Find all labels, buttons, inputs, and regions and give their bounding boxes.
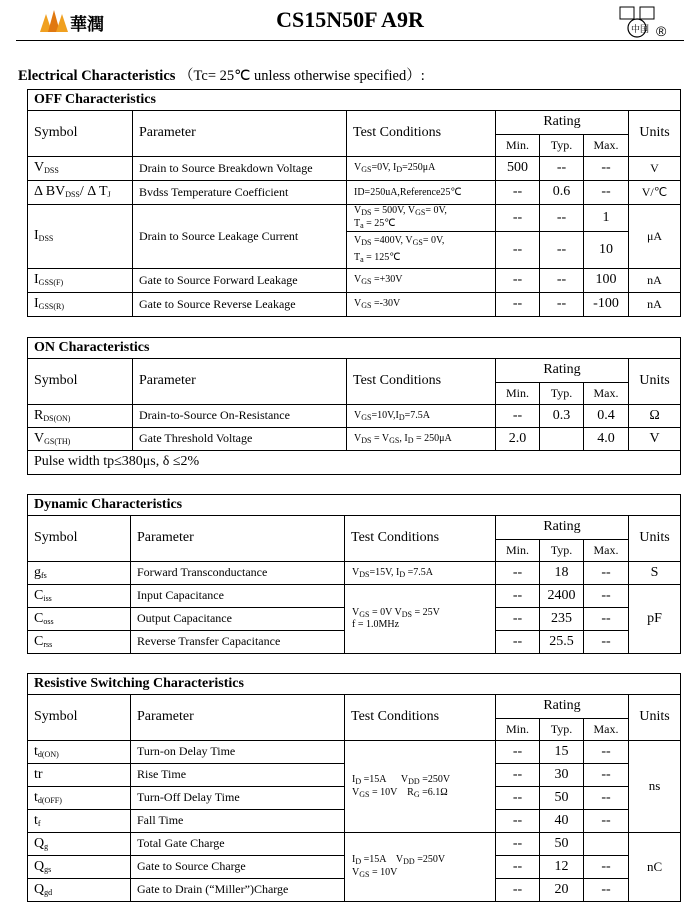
min-cell: -- (496, 856, 540, 879)
test-condition-cell: $V_{GS}=10V,I_D=7.5A$ (347, 405, 496, 428)
col-max: Max. (584, 540, 629, 562)
min-cell: -- (496, 205, 540, 232)
symbol-cell: $C_{rss}$ (28, 631, 131, 654)
max-cell: -- (584, 856, 629, 879)
max-cell: -- (584, 562, 629, 585)
header-rule (16, 40, 684, 41)
min-cell: -- (496, 405, 540, 428)
table-row (28, 181, 681, 205)
min-cell: -- (496, 787, 540, 810)
col-parameter: Parameter (131, 695, 345, 741)
typ-cell: 25.5 (540, 631, 584, 654)
col-rating: Rating (496, 111, 629, 135)
unit-cell: V/℃ (629, 181, 681, 205)
typ-cell: 50 (540, 833, 584, 856)
off-table-title: OFF Characteristics (28, 90, 681, 111)
symbol-cell: $Q_{gs}$ (28, 856, 131, 879)
unit-cell: Ω (629, 405, 681, 428)
parameter-cell: Gate to Drain (“Miller”)Charge (131, 879, 345, 902)
parameter-cell: Drain-to-Source On-Resistance (133, 405, 347, 428)
symbol-cell: $V_{GS(TH)}$ (28, 428, 133, 451)
brand-name-text: 華潤 (70, 15, 104, 35)
typ-cell: 235 (540, 608, 584, 631)
min-cell: -- (496, 181, 540, 205)
min-cell: -- (496, 631, 540, 654)
parameter-cell: Gate to Source Charge (131, 856, 345, 879)
symbol-cell: $I_{GSS(R)}$ (28, 293, 133, 317)
parameter-cell: Drain to Source Breakdown Voltage (133, 157, 347, 181)
parameter-cell: Gate to Source Forward Leakage (133, 269, 347, 293)
symbol-cell: $C_{oss}$ (28, 608, 131, 631)
test-condition-cell: $V_{DS} = V_{GS}$, $I_D = 250\mu A$ (347, 428, 496, 451)
col-units: Units (629, 359, 681, 405)
col-max: Max. (584, 719, 629, 741)
parameter-cell: Total Gate Charge (131, 833, 345, 856)
symbol-cell: $I_{DSS}$ (28, 205, 133, 269)
col-units: Units (629, 695, 681, 741)
col-test-conditions: Test Conditions (347, 111, 496, 157)
on-table-title: ON Characteristics (28, 338, 681, 359)
unit-cell: V (629, 157, 681, 181)
parameter-cell: Input Capacitance (131, 585, 345, 608)
col-parameter: Parameter (133, 111, 347, 157)
max-cell: -- (584, 181, 629, 205)
dynamic-characteristics-table (27, 494, 681, 654)
symbol-cell: $C_{iss}$ (28, 585, 131, 608)
heading-bold: Electrical Characteristics (18, 68, 176, 84)
test-condition-cell: $V_{DS}=15V$, $I_D =7.5A$ (345, 562, 496, 585)
min-cell: -- (496, 879, 540, 902)
max-cell: 4.0 (584, 428, 629, 451)
max-cell: -- (584, 585, 629, 608)
table-row (28, 293, 681, 317)
symbol-cell: Δ $BV_{DSS}/$ Δ $T_J$ (28, 181, 133, 205)
col-min: Min. (496, 719, 540, 741)
max-cell: 1 (584, 205, 629, 232)
col-max: Max. (584, 135, 629, 157)
table-row (28, 269, 681, 293)
table-row (28, 428, 681, 451)
table-row (28, 562, 681, 585)
parameter-cell: Turn-Off Delay Time (131, 787, 345, 810)
typ-cell: -- (540, 293, 584, 317)
parameter-cell: Reverse Transfer Capacitance (131, 631, 345, 654)
col-typ: Typ. (540, 540, 584, 562)
max-cell: -- (584, 879, 629, 902)
on-characteristics-table (27, 337, 681, 475)
col-rating: Rating (496, 516, 629, 540)
resistive-switching-table (27, 673, 681, 902)
typ-cell: 18 (540, 562, 584, 585)
certification-mark-text: 中国 (631, 25, 650, 35)
typ-cell: -- (540, 205, 584, 232)
col-test-conditions: Test Conditions (345, 516, 496, 562)
unit-cell: V (629, 428, 681, 451)
max-cell: -- (584, 787, 629, 810)
table-row (28, 205, 681, 232)
col-min: Min. (496, 383, 540, 405)
symbol-cell: $t_f$ (28, 810, 131, 833)
typ-cell: 0.6 (540, 181, 584, 205)
test-condition-cell: $V_{GS}=0V$, $I_D=250\mu A$ (347, 157, 496, 181)
col-symbol: Symbol (28, 516, 131, 562)
col-parameter: Parameter (133, 359, 347, 405)
parameter-cell: Rise Time (131, 764, 345, 787)
parameter-cell: Drain to Source Leakage Current (133, 205, 347, 269)
min-cell: -- (496, 764, 540, 787)
test-condition-cell: $I_D =15A$ $V_{DD} =250V$ $V_{GS} = 10V$ (345, 833, 496, 902)
test-condition-cell: $V_{DS} = 500V$, $V_{GS}= 0V$, $T_a$ = 25℃ (347, 205, 496, 232)
min-cell: -- (496, 741, 540, 764)
min-cell: 2.0 (496, 428, 540, 451)
registered-symbol: ® (656, 23, 667, 38)
table-row (28, 405, 681, 428)
parameter-cell: Bvdss Temperature Coefficient (133, 181, 347, 205)
min-cell: -- (496, 232, 540, 269)
col-symbol: Symbol (28, 359, 133, 405)
switching-table-title: Resistive Switching Characteristics (28, 674, 681, 695)
electrical-characteristics-heading (18, 64, 425, 85)
col-test-conditions: Test Conditions (347, 359, 496, 405)
test-condition-cell: $V_{GS} =+30V$ (347, 269, 496, 293)
min-cell: -- (496, 585, 540, 608)
unit-cell: μA (629, 205, 681, 269)
max-cell: -- (584, 157, 629, 181)
typ-cell: 30 (540, 764, 584, 787)
min-cell: 500 (496, 157, 540, 181)
typ-cell: -- (540, 269, 584, 293)
unit-cell: S (629, 562, 681, 585)
max-cell: -- (584, 810, 629, 833)
symbol-cell: $R_{DS(ON)}$ (28, 405, 133, 428)
col-rating: Rating (496, 359, 629, 383)
part-number-title: CS15N50F A9R (276, 7, 424, 32)
typ-cell: -- (540, 232, 584, 269)
min-cell: -- (496, 810, 540, 833)
col-max: Max. (584, 383, 629, 405)
symbol-cell: $Q_{gd}$ (28, 879, 131, 902)
typ-cell: 50 (540, 787, 584, 810)
typ-cell: 0.3 (540, 405, 584, 428)
max-cell: 10 (584, 232, 629, 269)
col-rating: Rating (496, 695, 629, 719)
test-condition-cell: $V_{GS} = 0V$ $V_{DS} = 25V$ f = 1.0MHz (345, 585, 496, 654)
heading-condition: （Tc= 25℃ unless otherwise specified）: (179, 68, 425, 84)
table-row (28, 833, 681, 856)
unit-cell: ns (629, 741, 681, 833)
pulse-width-note: Pulse width tp≤380μs, δ ≤2% (28, 451, 681, 475)
max-cell: 0.4 (584, 405, 629, 428)
col-units: Units (629, 516, 681, 562)
max-cell: 100 (584, 269, 629, 293)
max-cell: -- (584, 631, 629, 654)
page-header (0, 0, 700, 52)
typ-cell: 40 (540, 810, 584, 833)
min-cell: -- (496, 608, 540, 631)
table-row (28, 741, 681, 764)
off-characteristics-table (27, 89, 681, 317)
typ-cell: -- (540, 157, 584, 181)
col-typ: Typ. (540, 135, 584, 157)
typ-cell (540, 428, 584, 451)
test-condition-cell: ID=250uA,Reference25℃ (347, 181, 496, 205)
col-min: Min. (496, 540, 540, 562)
test-condition-cell: $I_D =15A$ $V_{DD} =250V$ $V_{GS} = 10V$ $R_G =6.1\Omega$ (345, 741, 496, 833)
col-units: Units (629, 111, 681, 157)
table-row (28, 157, 681, 181)
dynamic-table-title: Dynamic Characteristics (28, 495, 681, 516)
unit-cell: pF (629, 585, 681, 654)
typ-cell: 20 (540, 879, 584, 902)
min-cell: -- (496, 293, 540, 317)
unit-cell: nA (629, 293, 681, 317)
unit-cell: nC (629, 833, 681, 902)
min-cell: -- (496, 833, 540, 856)
symbol-cell: $I_{GSS(F)}$ (28, 269, 133, 293)
col-parameter: Parameter (131, 516, 345, 562)
typ-cell: 2400 (540, 585, 584, 608)
symbol-cell: $t_{d(OFF)}$ (28, 787, 131, 810)
parameter-cell: Fall Time (131, 810, 345, 833)
min-cell: -- (496, 562, 540, 585)
unit-cell: nA (629, 269, 681, 293)
max-cell: -- (584, 741, 629, 764)
certification-mark-icon (618, 4, 676, 38)
col-test-conditions: Test Conditions (345, 695, 496, 741)
symbol-cell: $g_{fs}$ (28, 562, 131, 585)
symbol-cell: $Q_g$ (28, 833, 131, 856)
symbol-cell: $V_{DSS}$ (28, 157, 133, 181)
test-condition-cell: $V_{DS} =400V$, $V_{GS}= 0V$, $T_a$ = 125℃ (347, 232, 496, 269)
test-condition-cell: $V_{GS} =-30V$ (347, 293, 496, 317)
symbol-cell: tr (28, 764, 131, 787)
col-typ: Typ. (540, 383, 584, 405)
max-cell (584, 833, 629, 856)
min-cell: -- (496, 269, 540, 293)
table-row (28, 585, 681, 608)
typ-cell: 12 (540, 856, 584, 879)
max-cell: -100 (584, 293, 629, 317)
typ-cell: 15 (540, 741, 584, 764)
parameter-cell: Gate to Source Reverse Leakage (133, 293, 347, 317)
parameter-cell: Turn-on Delay Time (131, 741, 345, 764)
parameter-cell: Forward Transconductance (131, 562, 345, 585)
col-symbol: Symbol (28, 111, 133, 157)
max-cell: -- (584, 608, 629, 631)
col-typ: Typ. (540, 719, 584, 741)
col-symbol: Symbol (28, 695, 131, 741)
max-cell: -- (584, 764, 629, 787)
parameter-cell: Output Capacitance (131, 608, 345, 631)
parameter-cell: Gate Threshold Voltage (133, 428, 347, 451)
symbol-cell: $t_{d(ON)}$ (28, 741, 131, 764)
col-min: Min. (496, 135, 540, 157)
